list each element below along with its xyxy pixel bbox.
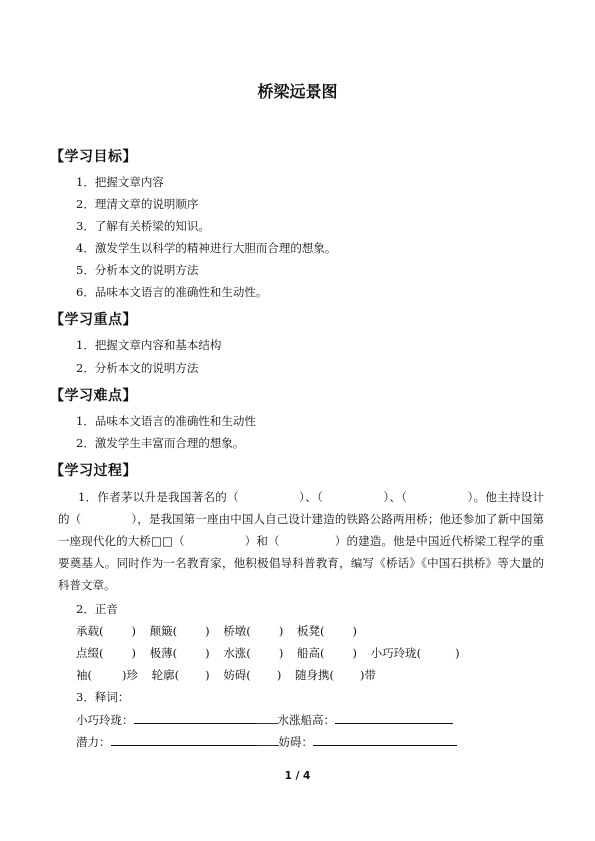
define-row-1: 小巧玲珑： 水涨船高： [76, 711, 453, 728]
section-heading-process: 【学习过程】 [50, 463, 137, 479]
difficult-item: 1．品味本文语言的准确性和生动性 [76, 414, 256, 428]
page-title: 桥梁远景图 [257, 82, 338, 101]
define-row-2: 潜力： 妨碍： [76, 733, 457, 750]
pinyin-row-1: 承载( ) 颠簸( ) 桥墩( ) 板凳( ) [76, 624, 357, 638]
goal-item: 6．品味本文语言的准确性和生动性。 [76, 285, 268, 299]
key-item: 2．分析本文的说明方法 [76, 361, 199, 375]
section-heading-key: 【学习重点】 [50, 312, 137, 328]
section-heading-difficult: 【学习难点】 [50, 388, 137, 404]
question-1-paragraph: 1．作者茅以升是我国著名的（ ）、（ ）、（ ）。他主持设计的（ ），是我国第一座由中国人自己设计建造的铁路公路两用桥；他还参加了新中国第一座现代化的大桥□□（ ）和（ ）的建造。他是中国近代桥梁工程学的重要奠基人。同时作为一名教育家，他积极倡导科普教育，编写《桥话》《中国石拱桥》等大量的科普文章。 [58, 490, 545, 592]
pinyin-row-3: 袖( )珍 轮廓( ) 妨碍( ) 随身携( )带 [76, 668, 376, 682]
pinyin-row-2: 点缀( ) 极薄( ) 水涨( ) 船高( ) 小巧玲珑( ) [76, 646, 460, 660]
question-3-label: 3．释词： [76, 690, 130, 704]
goal-item: 2．理清文章的说明顺序 [76, 197, 199, 211]
question-2-label: 2．正音 [76, 602, 118, 616]
key-item: 1．把握文章内容和基本结构 [76, 338, 222, 352]
section-heading-goals: 【学习目标】 [50, 149, 137, 165]
goal-item: 5．分析本文的说明方法 [76, 263, 199, 277]
difficult-item: 2．激发学生丰富而合理的想象。 [76, 436, 245, 450]
goal-item: 3．了解有关桥梁的知识。 [76, 219, 210, 233]
goal-item: 1．把握文章内容 [76, 175, 164, 189]
goal-item: 4．激发学生以科学的精神进行大胆而合理的想象。 [76, 241, 337, 255]
page-number: 1 / 4 [284, 770, 311, 782]
